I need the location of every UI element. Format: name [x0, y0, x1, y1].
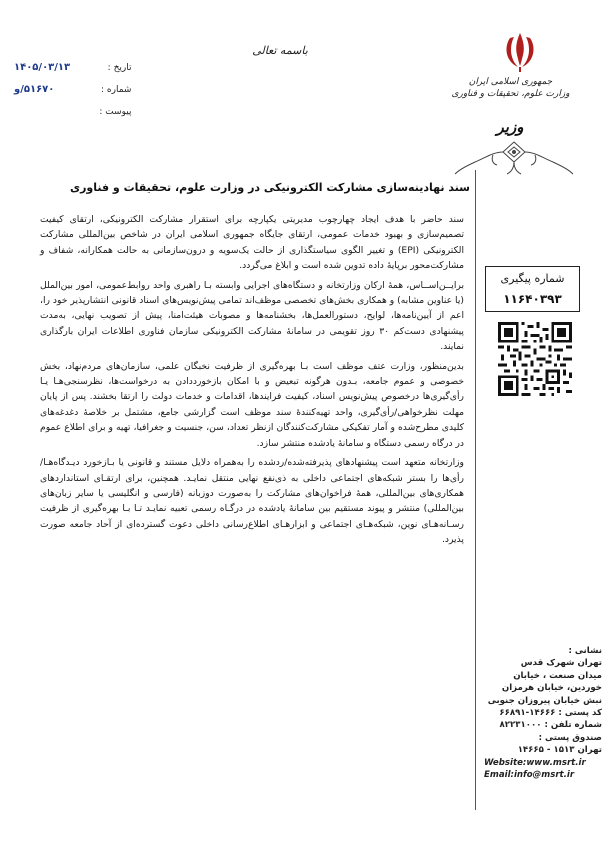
paragraph-4: وزارتخانه متعهد است پیشنهادهای پذیرفته‌شده/ردشده را به‌همراه دلایل مستند و قانونی یا بـازخورد دیـدگاه‌هـا/رأی‌ها را بستر شبکه‌های اجتماعی داخلی به ذی‌نفع نهایی منتقل نمایـد. همچنین، برای ارتقـای استانداردهای همکاری‌های بین‌المللی، همهٔ فراخوان‌های مشارکت را به‌صورت دوزبانه (فارسی و انگلیسی یا سایر زبان‌های بین‌المللی) منتشر و پیوند مستقیم بین سامانهٔ یادشده در درگـاه رسمی تعبیه نمایـد تـا بـا بهره‌گیری از ظرفیت رسـانه‌هـای نوین، شبکه‌هـای اجتماعی و ابزارهـای اطلاع‌رسانی داخلی دعوت گسترده‌ای از آحاد جامعه صورت پذیرد.	[40, 457, 464, 546]
tracking-number: ۱۱۶۴۰۳۹۳	[503, 292, 562, 306]
address-line: میدان صنعت ، خیابان	[513, 670, 602, 681]
paragraph-1: سند حاضر با هدف ایجاد چهارچوب مدیریتی یکپارچه برای استقرار مشارکت الکترونیکی، ارتقای کیفیت تصمیم‌سازی و بهبود خدمات عمومی، ارتقای جایگاه جمهوری اسلامی ایران در شاخص بین‌المللی مشارکت الکترونیکی (EPI) و تغییر الگوی سیاستگذاری از حالت یک‌سویه و درون‌سازمانی به حالت همکارانه، شفاف و مشارکت‌محور برپایهٔ داده تدوین شده است و ابلاغ می‌گردد.	[40, 214, 464, 272]
tracking-box	[485, 266, 580, 312]
address-block	[480, 645, 602, 781]
address-line: صندوق پستی :	[538, 732, 602, 743]
document-body	[40, 212, 464, 552]
number-row	[14, 84, 134, 95]
address-line: تهران شهرک قدس	[520, 658, 602, 669]
ministry-line-2: وزارت علوم، تحقیقات و فناوری	[451, 89, 570, 99]
address-line: شماره تلفن : ۸۲۲۳۱۰۰۰	[499, 720, 602, 731]
attachment-label: پیوست :	[99, 107, 132, 117]
ornament-icon	[455, 140, 573, 176]
website-link[interactable]: Website:www.msrt.ir	[484, 757, 586, 768]
address-line: تهران ۱۵۱۳ - ۱۴۶۶۵	[517, 745, 602, 756]
iran-emblem-icon	[500, 30, 540, 74]
address-line: نبش خیابان پیروزان جنوبی	[487, 695, 602, 706]
date-value: ۱۴۰۵/۰۳/۱۳	[14, 62, 71, 73]
date-row	[14, 62, 134, 73]
frame-divider	[475, 170, 476, 810]
attachment-row	[14, 106, 134, 117]
paragraph-2: برایــن‌اســاس، همهٔ ارکان وزارتخانه و دستگاه‌های اجرایی وابسته بـا راهبری واحد روابط‌عمومی، امور بین‌الملل (یا عناوین مشابه) و همکاری بخش‌های تخصصی موظف‌اند تمامی پیش‌نویس‌های اسناد قانونی انتشارپذیر خود را، اعم از آیین‌نامه‌ها، لوایح، دستورالعمل‌ها، بخشنامه‌ها و مصوبات هیئت‌امنا، پیش از تصویب نهایی، به‌مدت پیشنهادی دست‌کم ۳۰ روز تقویمی در سامانهٔ مشارکت الکترونیکی سازمان فناوری اطلاعات ایران بارگذاری نمایند.	[40, 279, 464, 353]
date-label: تاریخ :	[107, 63, 132, 73]
ministry-name	[448, 76, 573, 100]
address-heading: نشانی :	[568, 646, 602, 656]
number-value: ۵۱۶۷۰/و	[14, 84, 55, 95]
qr-code-icon[interactable]	[498, 322, 572, 396]
ministry-line-1: جمهوری اسلامی ایران	[468, 77, 553, 87]
minister-title: وزیر	[496, 118, 524, 136]
document-title: سند نهادینه‌سازی مشارکت الکترونیکی در وزارت علوم، تحقیقات و فناوری	[70, 181, 470, 194]
paragraph-3: بدین‌منظور، وزارت عتف موظف است بـا بهره‌گیری از ظرفیت نخبگان علمی، سازمان‌های مردم‌نهاد، بخش خصوصی و عموم جامعه، بـدون هرگونه تبعیض و با امکان بازخورددادن به درخواست‌ها، نظرسنجی‌هـا یـا رأی‌گیری‌ها درخصوص پیش‌نویس اسناد، کیفیت فرایندها، اقدامات و خدمات دولت را ارتقا بخشند. پس از پایان مهلت نظرخواهی/رأی‌گیری، واحد تهیه‌کنندهٔ سند موظف است گزارشی جامع، مشتمل بر خلاصهٔ دغدغه‌های کلیدی مطرح‌شده و آمار تفکیکی مشارکت‌کنندگان ازنظر تعداد، سن، جنسیت و جغرافیا، تهیه و برای اطلاع عموم در درگاه رسمی دستگاه و سامانهٔ یادشده منتشر سازد.	[40, 360, 464, 449]
address-line: خوردین، خیابان هرمزان	[501, 683, 602, 694]
number-label: شماره :	[101, 85, 132, 95]
email-link[interactable]: Email:info@msrt.ir	[484, 770, 575, 781]
address-line: کد پستی : ۱۴۶۶۶-۶۶۸۹۱	[499, 708, 602, 719]
basmala: باسمه تعالی	[252, 44, 308, 57]
tracking-label: شماره پیگیری	[500, 272, 565, 285]
